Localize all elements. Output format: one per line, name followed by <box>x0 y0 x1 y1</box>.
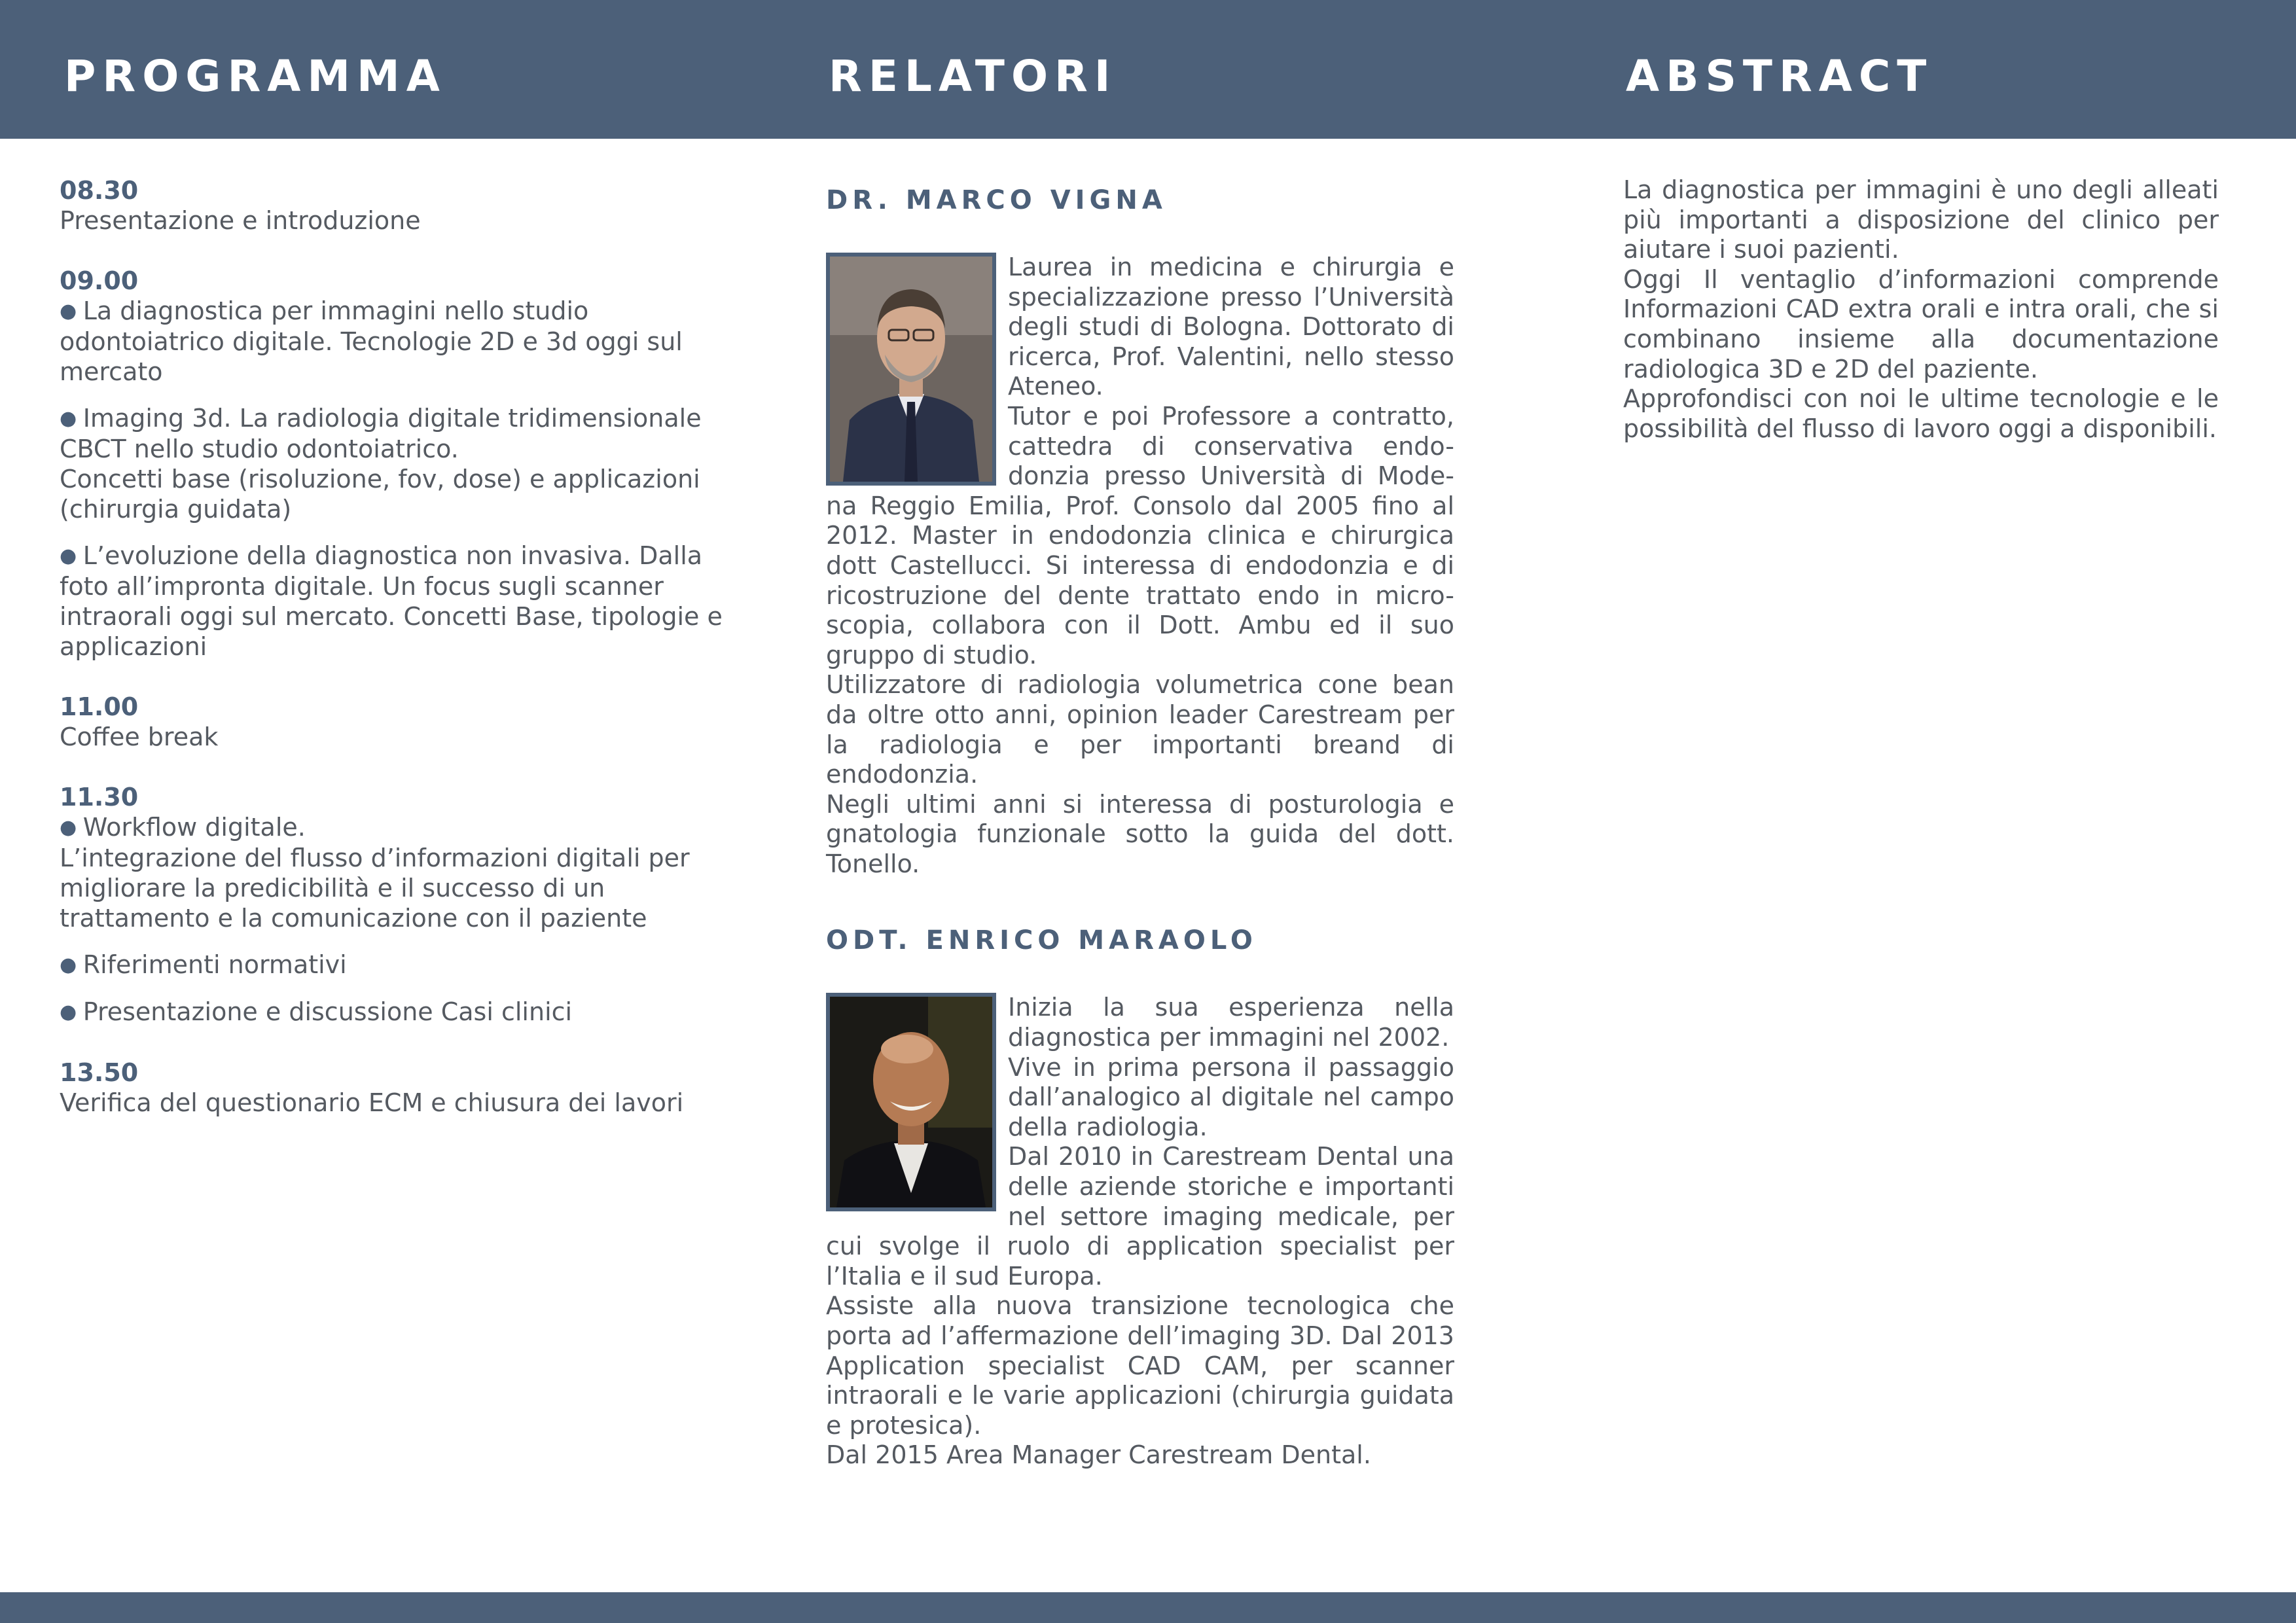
agenda-bullet: ● Imaging 3d. La radiologia digitale tridimensionale CBCT nello studio odontoiatrico. <box>60 403 727 464</box>
programma-column <box>60 175 727 1134</box>
speaker-photo <box>826 993 996 1211</box>
speaker-bio-paragraph: Laurea in medicina e chirurgia e specializzazione presso l’Università degli studi di Bologna. Dottorato di ricerca, Prof. Valentini, nello stesso Ateneo. <box>1008 253 1454 401</box>
agenda-text: Presentazione e introduzione <box>60 206 421 235</box>
abstract-paragraph: La diagnostica per immagini è uno degli alleati più importanti a disposizione del clinico per aiutare i suoi pazienti. <box>1623 175 2219 264</box>
agenda-text: Coffee break <box>60 722 219 751</box>
agenda-bullet: ● Presentazione e discussione Casi clinici <box>60 997 727 1027</box>
speaker-bio-paragraph: Utilizzatore di radiologia volumetrica cone bean da oltre otto anni, opinion leader Carestream per la radiologia e per importanti breand di endodonzia. <box>826 670 1454 789</box>
speaker-bio-paragraph: Tutor e poi Professore a contratto, cattedra di conservativa endo-donzia presso Università di Mode-na Reggio Emilia, Prof. Consolo dal 2005 fino al 2012. Master in endodonzia clinica e chirurgica dott Castellucci. Si interessa di endodonzia e di ricostruzione del dente trattato endo in micro-scopia, collabora con il Dott. Ambu ed il suo gruppo di studio. <box>826 401 1454 669</box>
speaker-bio <box>826 253 1454 879</box>
speaker-name: ODT. ENRICO MARAOLO <box>826 925 1257 956</box>
agenda-item <box>60 692 727 752</box>
agenda-item <box>60 997 727 1027</box>
agenda-time: 11.30 <box>60 783 139 812</box>
abstract-paragraph: Approfondisci con noi le ultime tecnologie e le possibilità del flusso di lavoro oggi a disponibili. <box>1623 384 2219 443</box>
agenda-bullet: ● Riferimenti normativi <box>60 950 727 980</box>
agenda-time: 09.00 <box>60 266 139 295</box>
speaker-bio-paragraph: Dal 2015 Area Manager Carestream Dental. <box>826 1440 1371 1470</box>
agenda-bullet: ● L’evoluzione della diagnostica non invasiva. Dalla foto all’impronta digitale. Un focus sugli scanner intraorali oggi sul mercato. Concetti Base, tipologie e applicazioni <box>60 541 727 662</box>
agenda-text: Verifica del questionario ECM e chiusura dei lavori <box>60 1088 684 1117</box>
agenda-time: 11.00 <box>60 692 139 721</box>
programma-heading: PROGRAMMA <box>64 51 446 101</box>
agenda-item <box>60 950 727 980</box>
agenda-text: L’integrazione del flusso d’informazioni digitali per migliorare la predicibilità e il successo di un trattamento e la comunicazione con il paziente <box>60 844 690 933</box>
agenda-item <box>60 1058 727 1118</box>
agenda-bullet: ● Workflow digitale. <box>60 812 727 843</box>
abstract-paragraph: Oggi Il ventaglio d’informazioni comprende Informazioni CAD extra orali e intra orali, che si combinano insieme alla documentazione radiologica 3D e 2D del paziente. <box>1623 264 2219 383</box>
agenda-time: 08.30 <box>60 176 139 205</box>
agenda-item <box>60 175 727 236</box>
speaker-name: DR. MARCO VIGNA <box>826 185 1167 215</box>
relatori-column <box>826 187 1454 1471</box>
agenda-bullet: ● La diagnostica per immagini nello studio odontoiatrico digitale. Tecnologie 2D e 3d oggi sul mercato <box>60 296 727 387</box>
agenda-item <box>60 403 727 524</box>
speaker-bio-paragraph: Dal 2010 in Carestream Dental una delle aziende storiche e importanti nel settore imaging medicale, per cui svolge il ruolo di application specialist per l’Italia e il sud Europa. <box>826 1142 1454 1291</box>
speaker-bio-paragraph: Assiste alla nuova transizione tecnologica che porta ad l’affermazione dell’imaging 3D. Dal 2013 Application specialist CAD CAM, per scanner intraorali e le varie applicazioni (chirurgia guidata e protesica). <box>826 1291 1454 1440</box>
abstract-heading: ABSTRACT <box>1626 51 1933 101</box>
speaker-bio-paragraph: Vive in prima persona il passaggio dall’analogico al digitale nel campo della radiologia. <box>1008 1052 1454 1141</box>
footer-band <box>0 1592 2296 1623</box>
speaker-bio <box>826 993 1454 1471</box>
speaker-photo <box>826 253 996 486</box>
agenda-item <box>60 266 727 387</box>
agenda-text: Concetti base (risoluzione, fov, dose) e applicazioni (chirurgia guidata) <box>60 465 700 524</box>
agenda-item <box>60 541 727 662</box>
relatori-heading: RELATORI <box>829 51 1117 101</box>
abstract-column <box>1623 175 2219 444</box>
speaker-bio-paragraph: Negli ultimi anni si interessa di posturologia e gnatologia funzionale sotto la guida del dott. Tonello. <box>826 789 1454 878</box>
abstract-body <box>1623 175 2219 444</box>
agenda-item <box>60 782 727 933</box>
speaker-bio-paragraph: Inizia la sua esperienza nella diagnostica per immagini nel 2002. <box>1008 993 1454 1052</box>
agenda-time: 13.50 <box>60 1058 139 1087</box>
